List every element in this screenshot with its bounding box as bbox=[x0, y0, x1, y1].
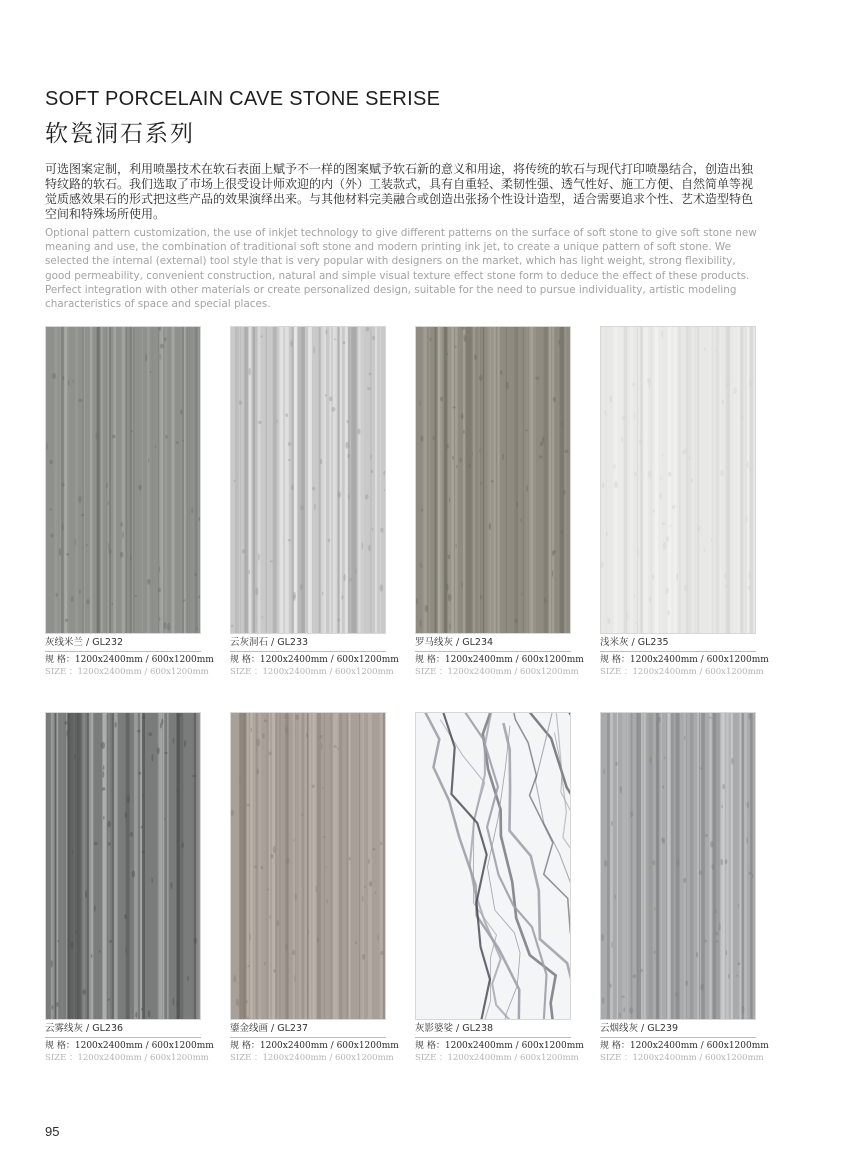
product-swatch bbox=[45, 326, 201, 634]
stone-texture bbox=[231, 713, 385, 1019]
product-caption bbox=[415, 636, 584, 678]
product-spec-zh: 规 格：1200x2400mm / 600x1200mm bbox=[415, 1041, 584, 1051]
stone-texture bbox=[601, 327, 755, 633]
product-spec-en: SIZE ：1200x2400mm / 600x1200mm bbox=[230, 667, 394, 677]
product-spec-en: SIZE ：1200x2400mm / 600x1200mm bbox=[415, 667, 579, 677]
stone-texture bbox=[46, 713, 200, 1019]
product-caption bbox=[230, 636, 399, 678]
product-spec-zh: 规 格：1200x2400mm / 600x1200mm bbox=[230, 655, 399, 665]
product-spec-en: SIZE ：1200x2400mm / 600x1200mm bbox=[45, 1053, 209, 1063]
product-caption bbox=[45, 636, 214, 678]
product-swatch bbox=[600, 712, 756, 1020]
product-spec-zh: 规 格：1200x2400mm / 600x1200mm bbox=[45, 1041, 214, 1051]
product-spec-en: SIZE ：1200x2400mm / 600x1200mm bbox=[415, 1053, 579, 1063]
product-swatch bbox=[230, 712, 386, 1020]
product-caption bbox=[45, 1022, 214, 1064]
product-spec-zh: 规 格：1200x2400mm / 600x1200mm bbox=[45, 655, 214, 665]
product-name: 云灰洞石 / GL233 bbox=[230, 636, 386, 652]
stone-texture bbox=[46, 327, 200, 633]
stone-texture bbox=[601, 713, 755, 1019]
product-spec-en: SIZE ：1200x2400mm / 600x1200mm bbox=[600, 1053, 764, 1063]
product-swatch bbox=[415, 326, 571, 634]
intro-text-zh: 可选图案定制，利用喷墨技术在软石表面上赋予不一样的图案赋予软石新的意义和用途，将传统的软石与现代打印喷墨结合，创造出独特纹路的软石。我们选取了市场上很受设计师欢迎的内（外）工装款式，具有自重轻、柔韧性强、透气性好、施工方便、自然简单等视觉质感效果石的形式把这些产品的效果演绎出来。与其他材料完美融合或创造出张扬个性设计造型，适合需要追求个性、艺术造型特色空间和特殊场所使用。 bbox=[45, 162, 754, 221]
page-title-en: SOFT PORCELAIN CAVE STONE SERISE bbox=[45, 88, 441, 110]
product-name: 罗马线灰 / GL234 bbox=[415, 636, 571, 652]
stone-texture bbox=[416, 327, 570, 633]
product-spec-en: SIZE ：1200x2400mm / 600x1200mm bbox=[45, 667, 209, 677]
product-name: 浅米灰 / GL235 bbox=[600, 636, 756, 652]
stone-texture bbox=[231, 327, 385, 633]
product-spec-en: SIZE ：1200x2400mm / 600x1200mm bbox=[600, 667, 764, 677]
product-caption bbox=[600, 636, 769, 678]
page-title-zh: 软瓷洞石系列 bbox=[45, 121, 195, 147]
product-swatch bbox=[600, 326, 756, 634]
intro-text-en: Optional pattern customization, the use of inkjet technology to give different patterns on the surface of soft stone to give soft stone new meaning and use, the combination of traditional soft stone and modern printing ink jet, to create a unique pattern of soft stone. We selected the internal (external) tool style that is very popular with designers on the market, which has light weight, strong flexibility, good permeability, convenient construction, natural and simple visual texture effect stone form to deduce the effect of these products. Perfect integration with other materials or create personalized design, suitable for the need to pursue individuality, artistic modeling characteristics of space and special places. bbox=[45, 227, 757, 311]
product-name: 鎏金线画 / GL237 bbox=[230, 1022, 386, 1038]
product-spec-zh: 规 格：1200x2400mm / 600x1200mm bbox=[415, 655, 584, 665]
page-number: 95 bbox=[45, 1124, 60, 1139]
product-spec-zh: 规 格：1200x2400mm / 600x1200mm bbox=[230, 1041, 399, 1051]
product-name: 云烟线灰 / GL239 bbox=[600, 1022, 756, 1038]
product-spec-en: SIZE ：1200x2400mm / 600x1200mm bbox=[230, 1053, 394, 1063]
product-caption bbox=[415, 1022, 584, 1064]
product-swatch bbox=[230, 326, 386, 634]
product-name: 云雾线灰 / GL236 bbox=[45, 1022, 201, 1038]
product-name: 灰影婆娑 / GL238 bbox=[415, 1022, 571, 1038]
product-caption bbox=[600, 1022, 769, 1064]
product-spec-zh: 规 格：1200x2400mm / 600x1200mm bbox=[600, 655, 769, 665]
product-name: 灰线米兰 / GL232 bbox=[45, 636, 201, 652]
product-spec-zh: 规 格：1200x2400mm / 600x1200mm bbox=[600, 1041, 769, 1051]
product-caption bbox=[230, 1022, 399, 1064]
product-swatch bbox=[415, 712, 571, 1020]
product-swatch bbox=[45, 712, 201, 1020]
stone-texture bbox=[416, 713, 570, 1019]
